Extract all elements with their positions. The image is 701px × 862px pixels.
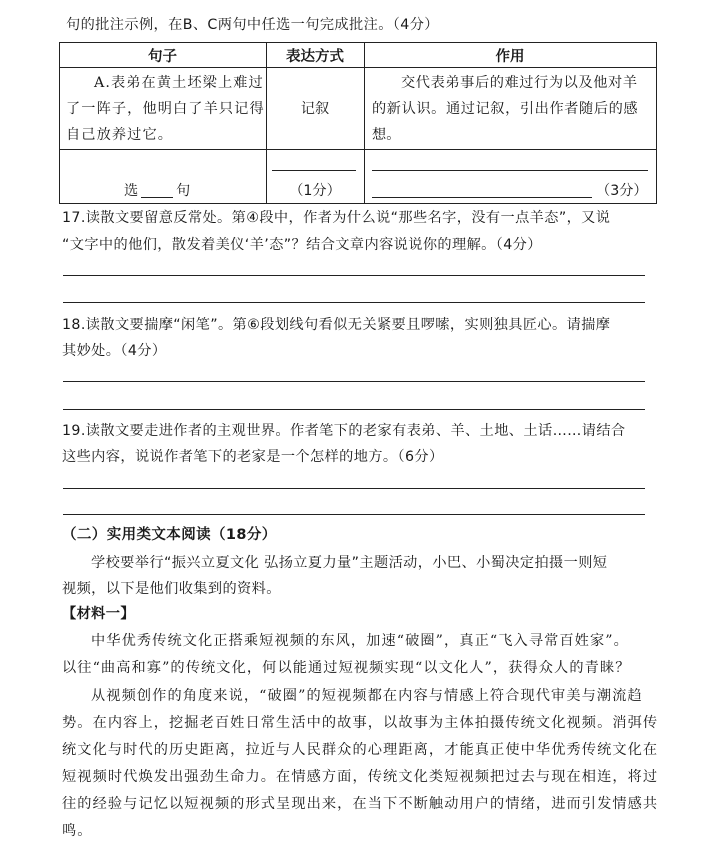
- table-border-top: [59, 42, 657, 43]
- question-17-line-2: “文字中的他们，散发着美仪‘羊’态”？结合文章内容说说你的理解。（4分）: [62, 237, 542, 253]
- material-1-p2-line-4: 短视频时代焕发出强劲生命力。在情感方面，传统文化类短视频把过去与现在相连，将过: [62, 769, 659, 785]
- question-19-line-2: 这些内容，说说作者笔下的老家是一个怎样的地方。（6分）: [62, 449, 444, 465]
- table-header-method: 表达方式: [286, 49, 344, 65]
- row1-sentence-line-3: 自己放养过它。: [66, 127, 174, 143]
- table-border-left: [59, 42, 60, 203]
- row2-effect-blank-2[interactable]: [372, 197, 592, 198]
- question-19-line-1: 19.读散文要走进作者的主观世界。作者笔下的老家有表弟、羊、土地、土话……请结合: [62, 423, 626, 439]
- material-1-p1-line-1: 中华优秀传统文化正搭乘短视频的东风，加速“破圈”，真正“飞入寻常百姓家”。: [91, 633, 629, 649]
- intro-line-1: 学校要举行“振兴立夏文化 弘扬立夏力量”主题活动，小巴、小蜀决定拍摄一则短: [91, 555, 608, 571]
- table-divider-1: [266, 42, 267, 203]
- intro-line-2: 视频，以下是他们收集到的资料。: [62, 581, 281, 597]
- row2-effect-blank-1[interactable]: [372, 170, 648, 171]
- section-2-title: （二）实用类文本阅读（18分）: [62, 527, 277, 543]
- table-border-header: [59, 67, 657, 68]
- table-header-effect: 作用: [495, 49, 525, 65]
- material-1-p2-line-6: 鸣。: [62, 823, 93, 839]
- material-1-p2-line-3: 统文化与时代的历史距离，拉近与人民群众的心理距离，才能真正使中华优秀传统文化在: [62, 742, 659, 758]
- row1-effect-line-3: 想。: [372, 127, 401, 143]
- answer-line-17-2[interactable]: [63, 302, 645, 303]
- answer-line-19-1[interactable]: [63, 488, 645, 489]
- row2-method-score: （1分）: [289, 183, 341, 199]
- answer-line-18-2[interactable]: [63, 409, 645, 410]
- answer-line-18-1[interactable]: [63, 381, 645, 382]
- answer-line-17-1[interactable]: [63, 275, 645, 276]
- row1-effect-line-1: 交代表弟事后的难过行为以及他对羊: [401, 75, 638, 91]
- material-1-p2-line-2: 势。在内容上，挖掘老百姓日常生活中的故事，以故事为主体拍摄传统文化视频。消弭传: [62, 715, 659, 731]
- row1-sentence-line-1: A.表弟在黄土坯梁上难过: [94, 75, 264, 91]
- question-18-line-1: 18.读散文要揣摩“闲笔”。第⑥段划线句看似无关紧要且啰嗦，实则独具匠心。请揣摩: [62, 317, 611, 333]
- answer-line-19-2[interactable]: [63, 514, 645, 515]
- table-border-bottom: [59, 203, 657, 204]
- material-1-p2-line-1: 从视频创作的角度来说，“破圈”的短视频都在内容与情感上符合现代审美与潮流趋: [91, 688, 643, 704]
- material-1-p2-line-5: 往的经验与记忆以短视频的形式呈现出来，在当下不断触动用户的情绪，进而引发情感共: [62, 796, 659, 812]
- row2-method-blank[interactable]: [272, 170, 356, 171]
- row2-effect-score: （3分）: [596, 183, 648, 199]
- table-border-row1: [59, 149, 657, 150]
- material-1-p1-line-2: 以往“曲高和寡”的传统文化，何以能通过短视频实现“以文化人”，获得众人的青睐？: [62, 660, 631, 676]
- question-17-line-1: 17.读散文要留意反常处。第④段中，作者为什么说“那些名字，没有一点羊态”，又说: [62, 210, 611, 226]
- table-border-right: [656, 42, 657, 203]
- row1-sentence-line-2: 了一阵子，他明白了羊只记得: [66, 101, 265, 117]
- row1-method: 记叙: [300, 101, 330, 117]
- row1-effect-line-2: 的新认识。通过记叙，引出作者随后的感: [372, 101, 639, 117]
- row2-select-suffix: 句: [176, 183, 191, 199]
- table-divider-2: [364, 42, 365, 203]
- material-1-label: 【材料一】: [62, 606, 135, 622]
- row2-select-blank[interactable]: [141, 197, 173, 198]
- table-header-sentence: 句子: [148, 49, 177, 65]
- question-16-tail: 句的批注示例，在B、C两句中任选一句完成批注。（4分）: [66, 17, 439, 33]
- question-18-line-2: 其妙处。（4分）: [62, 343, 167, 359]
- row2-select-prefix: 选: [124, 183, 139, 199]
